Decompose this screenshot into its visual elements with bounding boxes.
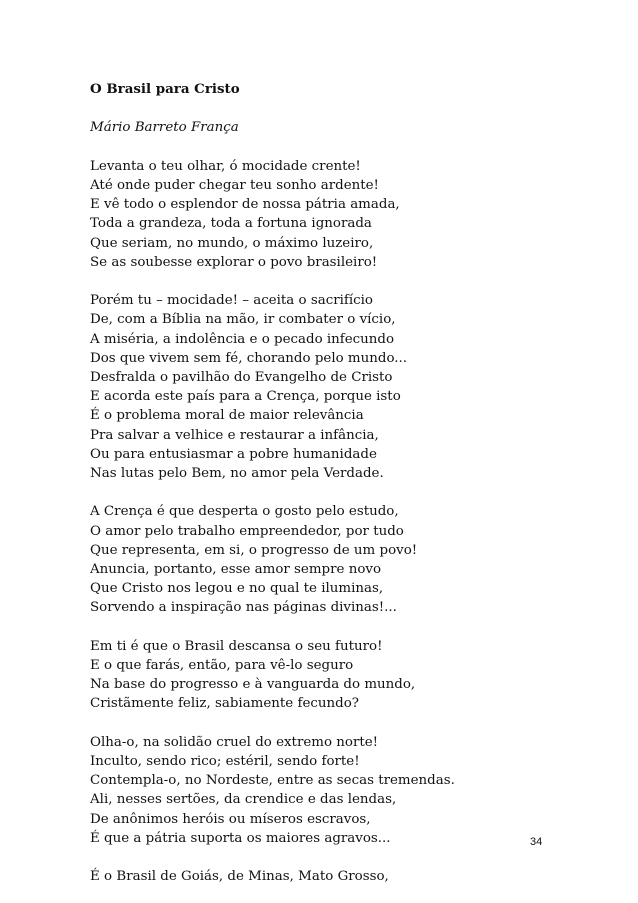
poem-line: A miséria, a indolência e o pecado infecundo [90, 331, 395, 347]
poem-line: Dos que vivem sem fé, chorando pelo mundo... [90, 350, 408, 366]
poem-stanzas [90, 157, 590, 887]
poem-line: É que a pátria suporta os maiores agravos... [90, 830, 391, 846]
poem-line: Contempla-o, no Nordeste, entre as secas tremendas. [90, 773, 455, 789]
poem-line: Porém tu – mocidade! – aceita o sacrifício [90, 293, 373, 309]
stanza-spacer [90, 618, 590, 637]
poem-line: Ou para entusiasmar a pobre humanidade [90, 446, 377, 462]
poem-line: Olha-o, na solidão cruel do extremo norte! [90, 734, 379, 750]
poem-line: Que Cristo nos legou e no qual te iluminas, [90, 581, 384, 597]
poem-line: Desfralda o pavilhão do Evangelho de Cristo [90, 370, 393, 385]
poem-line: Pra salvar a velhice e restaurar a infância, [90, 427, 379, 443]
poem-title: O Brasil para Cristo [90, 81, 240, 97]
spacer [90, 99, 590, 118]
poem-line: O amor pelo trabalho empreendedor, por tudo [90, 523, 404, 539]
poem-author: Mário Barreto França [90, 120, 239, 136]
poem-line: Anuncia, portanto, esse amor sempre novo [90, 562, 382, 578]
poem-line: É o problema moral de maior relevância [90, 408, 364, 424]
poem-stanza [90, 291, 590, 483]
poem-line: Nas lutas pelo Bem, no amor pela Verdade. [90, 466, 384, 482]
poem-line: E vê todo o esplendor de nossa pátria amada, [90, 197, 400, 213]
poem-stanza [90, 867, 590, 886]
poem-line: Inculto, sendo rico; estéril, sendo forte! [90, 754, 360, 770]
poem-line: Sorvendo a inspiração nas páginas divinas!... [90, 600, 397, 616]
poem-line: Ali, nesses sertões, da crendice e das lendas, [90, 792, 397, 808]
poem-line: De anônimos heróis ou míseros escravos, [90, 811, 371, 827]
poem-line: Que representa, em si, o progresso de um povo! [90, 542, 418, 558]
poem-line: Cristãmente feliz, sabiamente fecundo? [90, 696, 359, 712]
poem-line: Que seriam, no mundo, o máximo luzeiro, [90, 235, 374, 251]
poem-line: Toda a grandeza, toda a fortuna ignorada [90, 216, 372, 232]
stanza-spacer [90, 714, 590, 733]
poem-line: Em ti é que o Brasil descansa o seu futuro! [90, 638, 383, 654]
poem-stanza [90, 637, 590, 714]
poem-line: Se as soubesse explorar o povo brasileiro! [90, 254, 378, 270]
stanza-spacer [90, 483, 590, 502]
spacer [90, 138, 590, 157]
poem-body [90, 80, 590, 886]
poem-line: Na base do progresso e à vanguarda do mundo, [90, 677, 416, 693]
poem-line: Até onde puder chegar teu sonho ardente! [90, 177, 379, 193]
poem-line: E acorda este país para a Crença, porque isto [90, 389, 401, 405]
poem-line: E o que farás, então, para vê-lo seguro [90, 658, 354, 674]
poem-stanza [90, 157, 590, 272]
page-number: 34 [530, 836, 543, 848]
poem-line: Levanta o teu olhar, ó mocidade crente! [90, 158, 361, 174]
poem-line: É o Brasil de Goiás, de Minas, Mato Grosso, [90, 869, 389, 885]
stanza-spacer [90, 272, 590, 291]
poem-stanza [90, 733, 590, 848]
stanza-spacer [90, 848, 590, 867]
poem-stanza [90, 502, 590, 617]
poem-line: A Crença é que desperta o gosto pelo estudo, [90, 504, 399, 520]
poem-line: De, com a Bíblia na mão, ir combater o vício, [90, 312, 396, 328]
